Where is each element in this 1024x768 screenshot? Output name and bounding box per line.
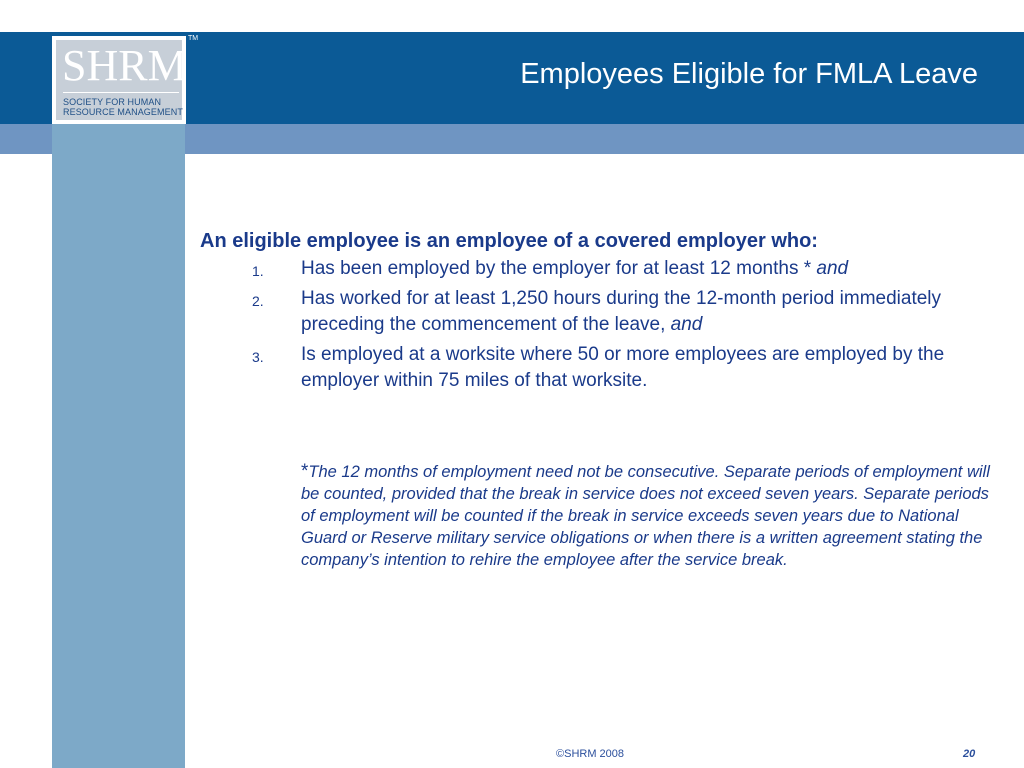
top-margin [0,0,1024,32]
list-item [200,256,1000,282]
footnote [301,461,1001,571]
shrm-logo [52,36,186,124]
logo-wordmark: SHRM [62,41,187,90]
list-item-text: Has worked for at least 1,250 hours during the 12-month period immediately preceding the commencement of the leave, [301,288,942,335]
list-item [200,342,1000,394]
logo-tagline-1: SOCIETY FOR HUMAN [63,97,162,107]
list-item-emphasis: and [670,314,703,335]
footnote-text: The 12 months of employment need not be consecutive. Separate periods of employment will be counted, provided that the break in service does not exceed seven years. Separate periods of employment will be counted if the break in service exceeds seven years due to National Guard or Reserve military service obligations or when there is a written agreement stating the company’s intention to rehire the employee after the service break. [301,463,990,569]
page-number: 20 [963,748,976,760]
lead-statement: An eligible employee is an employee of a covered employer who: [200,230,818,252]
logo-box [56,40,187,120]
list-number: 2. [252,293,264,309]
list-item [200,286,1000,338]
list-item-text: Has been employed by the employer for at least 12 months * [301,258,817,279]
logo-tagline-2: RESOURCE MANAGEMENT [63,107,183,117]
slide-title: Employees Eligible for FMLA Leave [520,58,978,90]
list-item-text: Is employed at a worksite where 50 or more employees are employed by the employer within 75 miles of that worksite. [301,344,945,391]
side-column [52,124,185,768]
slide-body [200,226,1000,398]
logo-divider [63,92,179,93]
list-number: 3. [252,349,264,365]
list-number: 1. [252,263,264,279]
footnote-asterisk: * [301,461,309,482]
trademark-mark: TM [188,35,199,42]
eligibility-list [200,256,1000,394]
list-item-emphasis: and [816,258,849,279]
footer-copyright: ©SHRM 2008 [556,748,625,760]
